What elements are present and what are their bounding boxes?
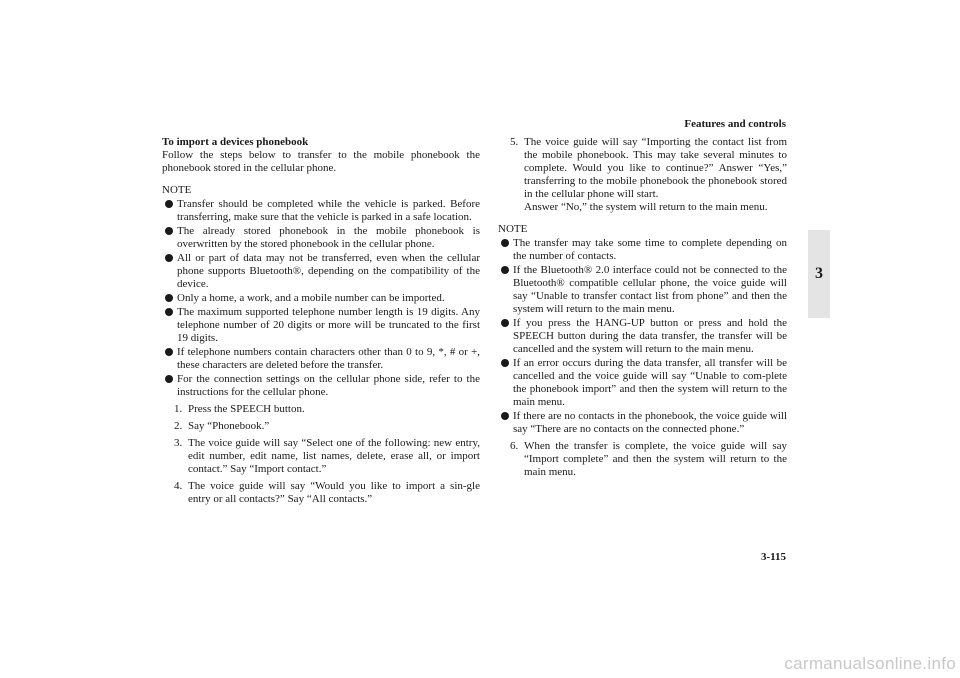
note-item: If telephone numbers contain characters other than 0 to 9, *, # or +, these characters are deleted before the transfer. <box>162 346 480 372</box>
steps-list <box>162 403 480 506</box>
note-label: NOTE <box>498 223 528 235</box>
note-list <box>498 237 787 436</box>
note-item: All or part of data may not be transferred, even when the cellular phone supports Bluetooth®, depending on the compatibility of the device. <box>162 252 480 291</box>
step-subtext: Answer “No,” the system will return to the main menu. <box>524 201 768 213</box>
note-item: Transfer should be completed while the vehicle is parked. Before transferring, make sure that the vehicle is parked in a safe location. <box>162 198 480 224</box>
note-item: The maximum supported telephone number length is 19 digits. Any telephone number of 20 digits or more will be truncated to the first 19 digits. <box>162 306 480 345</box>
note-item: Only a home, a work, and a mobile number can be imported. <box>162 292 480 305</box>
note-item: If an error occurs during the data transfer, all transfer will be cancelled and the voice guide will say “Unable to com-plete the phonebook import” and then the system will return to the main menu. <box>498 357 787 409</box>
note-item: The transfer may take some time to complete depending on the number of contacts. <box>498 237 787 263</box>
note-item: If you press the HANG-UP button or press and hold the SPEECH button during the data transfer, the transfer will be cancelled and the system will return to the main menu. <box>498 317 787 356</box>
step-number: 2. <box>174 420 183 432</box>
running-header: Features and controls <box>684 118 786 130</box>
steps-list <box>498 136 787 214</box>
step-number: 5. <box>510 136 519 148</box>
note-label: NOTE <box>162 184 192 196</box>
note-item: The already stored phonebook in the mobile phonebook is overwritten by the stored phonebook in the cellular phone. <box>162 225 480 251</box>
step-item <box>498 440 787 479</box>
step-text: When the transfer is complete, the voice guide will say “Import complete” and then the system will return to the main menu. <box>524 440 787 478</box>
watermark: carmanualsonline.info <box>784 654 956 673</box>
step-item <box>162 437 480 476</box>
intro-paragraph: Follow the steps below to transfer to the mobile phonebook the phonebook stored in the cellular phone. <box>162 149 480 174</box>
note-item: If the Bluetooth® 2.0 interface could not be connected to the Bluetooth® compatible cellular phone, the voice guide will say “Unable to transfer contact list from phone” and then the system will return to the main menu. <box>498 264 787 316</box>
step-item <box>162 403 480 416</box>
page-number: 3-115 <box>760 551 786 563</box>
left-column <box>162 136 480 506</box>
step-number: 4. <box>174 480 183 492</box>
step-text: The voice guide will say “Would you like to import a sin-gle entry or all contacts?” Say “All contacts.” <box>188 480 480 505</box>
step-item <box>498 136 787 214</box>
right-column <box>498 136 787 479</box>
chapter-tab-number: 3 <box>815 265 823 282</box>
note-item: If there are no contacts in the phonebook, the voice guide will say “There are no contacts on the connected phone.” <box>498 410 787 436</box>
chapter-tab <box>808 230 830 318</box>
section-title: To import a devices phonebook <box>162 136 309 148</box>
step-text: The voice guide will say “Select one of the following: new entry, edit number, edit name, list names, delete, erase all, or import contact.” Say “Import contact.” <box>188 437 480 475</box>
step-number: 1. <box>174 403 183 415</box>
step-item <box>162 420 480 433</box>
step-text: Say “Phonebook.” <box>188 420 270 432</box>
steps-list <box>498 440 787 479</box>
step-number: 6. <box>510 440 519 452</box>
step-item <box>162 480 480 506</box>
step-text: The voice guide will say “Importing the contact list from the mobile phonebook. This may take several minutes to complete. Would you like to continue?” Answer “Yes,” transferring to the mobile phonebook the phonebook stored in the cellular phone will start. <box>524 136 787 200</box>
note-list <box>162 198 480 399</box>
note-item: For the connection settings on the cellular phone side, refer to the instructions for the cellular phone. <box>162 373 480 399</box>
step-number: 3. <box>174 437 183 449</box>
step-text: Press the SPEECH button. <box>188 403 305 415</box>
